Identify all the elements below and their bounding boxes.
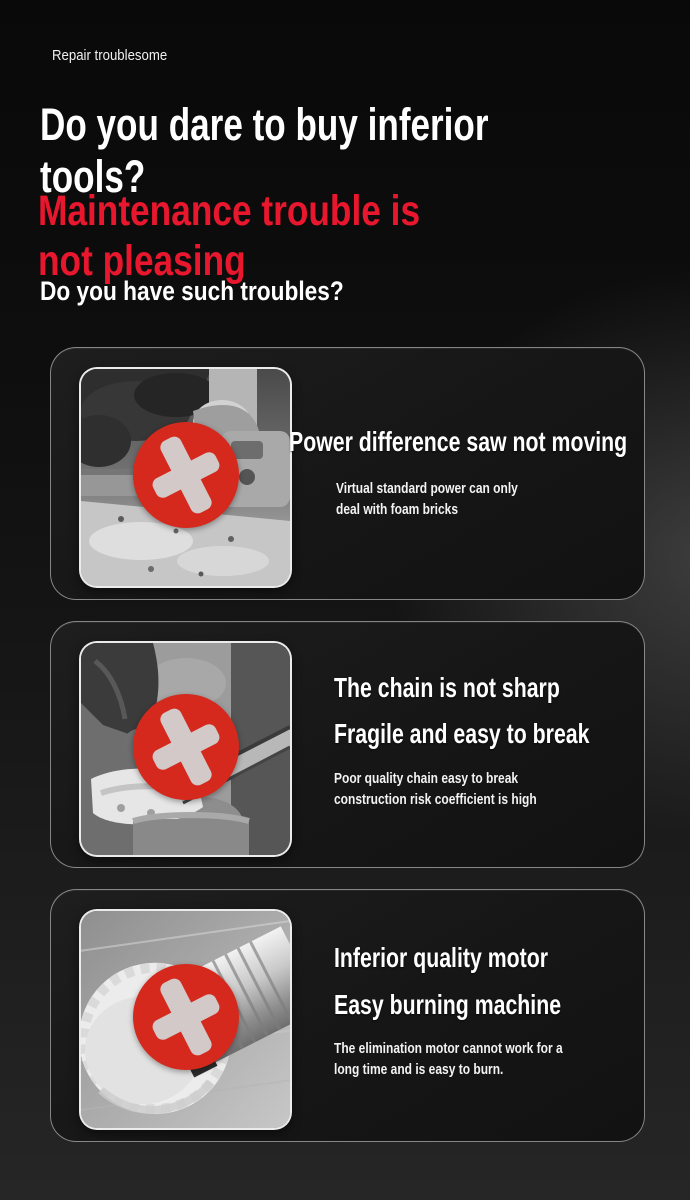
description-line: deal with foam bricks (336, 501, 459, 518)
card-title: Power difference saw not moving (289, 426, 628, 457)
card-description (334, 1038, 563, 1080)
card-power-difference (50, 347, 645, 600)
hero-red-subtitle (38, 186, 420, 286)
motor-armature-photo (79, 909, 292, 1130)
hero-title-line: tools? (40, 151, 146, 202)
description-line: The elimination motor cannot work for a (334, 1040, 563, 1057)
x-mark-icon (133, 422, 239, 528)
description-line: Virtual standard power can only (336, 480, 518, 497)
card-title: The chain is not sharp (334, 672, 560, 703)
card-inferior-motor (50, 889, 645, 1142)
hero-red-line: Maintenance trouble is (38, 187, 421, 235)
card-title: Easy burning machine (334, 989, 562, 1020)
description-line: construction risk coefficient is high (334, 791, 537, 808)
card-title: Fragile and easy to break (334, 718, 590, 749)
hero-red-line: not pleasing (38, 237, 246, 285)
description-line: Poor quality chain easy to break (334, 770, 519, 787)
saw-cutting-brick-photo (79, 367, 292, 588)
hero-question: Do you have such troubles? (40, 276, 344, 306)
x-mark-icon (133, 694, 239, 800)
x-mark-icon (133, 964, 239, 1070)
hero-label: Repair troublesome (52, 47, 168, 64)
chainsaw-cutting-stone-photo (79, 641, 292, 857)
description-line: long time and is easy to burn. (334, 1061, 504, 1078)
hero-title-line: Do you dare to buy inferior (40, 99, 489, 150)
card-chain-not-sharp (50, 621, 645, 868)
card-description (336, 478, 518, 520)
card-description (334, 768, 537, 810)
card-title: Inferior quality motor (334, 942, 548, 973)
